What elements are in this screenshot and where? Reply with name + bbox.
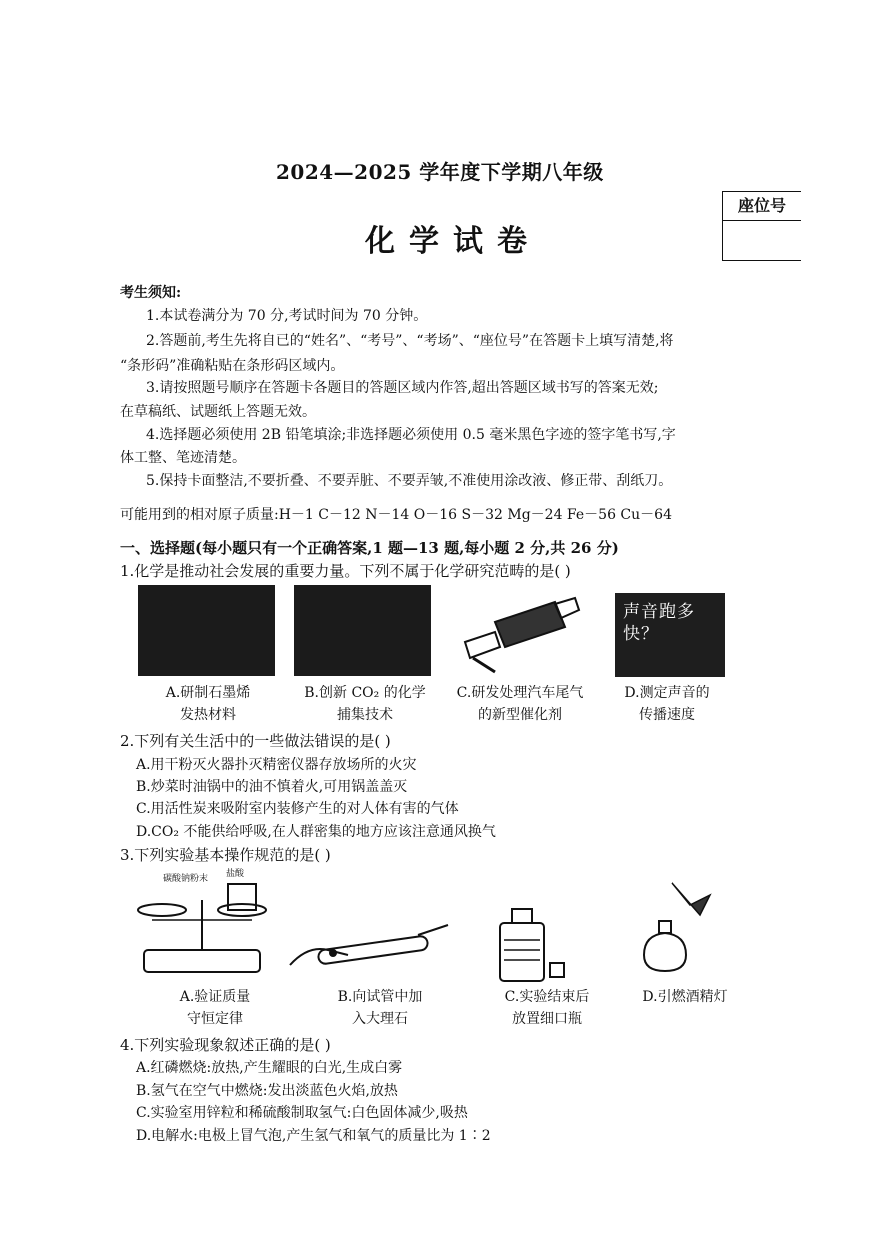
option-q4-d[interactable]: D.电解水:电极上冒气泡,产生氢气和氧气的质量比为 1∶2 xyxy=(136,1128,491,1144)
seat-number-box[interactable] xyxy=(722,191,801,261)
exam-header: 2024—2025 学年度下学期八年级 xyxy=(276,160,604,184)
option-q3-a[interactable] xyxy=(140,986,290,1030)
option-line: 发热材料 xyxy=(180,707,236,723)
notice-heading: 考生须知: xyxy=(120,285,182,301)
option-line: 放置细口瓶 xyxy=(512,1011,582,1027)
reagent-bottle-illustration xyxy=(492,905,572,985)
notice-line: 2.答题前,考生先将自已的“姓名”、“考号”、“考场”、“座位号”在答题卡上填写清楚,将 xyxy=(146,333,674,349)
catalytic-converter-illustration xyxy=(455,592,585,674)
option-line: B.向试管中加 xyxy=(337,989,423,1005)
option-line: A.验证质量 xyxy=(179,989,251,1005)
graphene-photo xyxy=(138,585,275,676)
question-3-stem: 3.下列实验基本操作规范的是( ) xyxy=(120,846,331,864)
option-q3-c[interactable] xyxy=(472,986,622,1030)
label-hydrochloric-acid: 盐酸 xyxy=(226,869,245,879)
option-q1-a[interactable] xyxy=(138,682,278,726)
option-line: A.研制石墨烯 xyxy=(165,685,251,701)
notice-line: 体工整、笔迹清楚。 xyxy=(120,450,246,466)
notice-line: 4.选择题必须使用 2B 铅笔填涂;非选择题必须使用 0.5 毫米黑色字迹的签字笔书写,字 xyxy=(146,427,676,443)
option-q2-d[interactable]: D.CO₂ 不能供给呼吸,在人群密集的地方应该注意通风换气 xyxy=(136,824,496,840)
option-line: D.测定声音的 xyxy=(624,685,710,701)
option-line: C.实验结束后 xyxy=(504,989,590,1005)
option-q3-d[interactable] xyxy=(620,986,750,1008)
atomic-masses: 可能用到的相对原子质量:H－1 C－12 N－14 O－16 S－32 Mg－24 Fe－56 Cu－64 xyxy=(120,507,672,523)
notice-line: 在草稿纸、试题纸上答题无效。 xyxy=(120,404,316,420)
sound-speed-caption: 声音跑多快？ xyxy=(623,602,695,644)
co2-capture-photo xyxy=(294,585,431,676)
option-q2-b[interactable]: B.炒菜时油锅中的油不慎着火,可用锅盖盖灭 xyxy=(136,779,408,795)
question-1-stem: 1.化学是推动社会发展的重要力量。下列不属于化学研究范畴的是( ) xyxy=(120,562,571,580)
alcohol-lamp-illustration xyxy=(630,875,730,985)
option-q4-b[interactable]: B.氢气在空气中燃烧:发出淡蓝色火焰,放热 xyxy=(136,1083,398,1099)
option-q1-b[interactable] xyxy=(290,682,440,726)
option-q2-a[interactable]: A.用干粉灭火器扑灭精密仪器存放场所的火灾 xyxy=(136,757,417,773)
question-2-stem: 2.下列有关生活中的一些做法错误的是( ) xyxy=(120,732,391,750)
option-line: 的新型催化剂 xyxy=(478,707,562,723)
option-line: B.创新 CO₂ 的化学 xyxy=(304,685,426,701)
notice-line: 1.本试卷满分为 70 分,考试时间为 70 分钟。 xyxy=(146,308,428,324)
seat-number-label: 座位号 xyxy=(723,192,801,221)
option-line: 入大理石 xyxy=(352,1011,408,1027)
section-heading: 一、选择题(每小题只有一个正确答案,1 题—13 题,每小题 2 分,共 26 分) xyxy=(120,539,619,557)
option-q1-d[interactable] xyxy=(612,682,722,726)
option-line: D.引燃酒精灯 xyxy=(642,989,728,1005)
option-line: 守恒定律 xyxy=(187,1011,243,1027)
test-tube-illustration xyxy=(288,915,458,975)
notice-line: 5.保持卡面整洁,不要折叠、不要弄脏、不要弄皱,不准使用涂改液、修正带、刮纸刀。 xyxy=(146,473,673,489)
sound-speed-photo xyxy=(615,593,725,677)
option-line: C.研发处理汽车尾气 xyxy=(456,685,584,701)
label-sodium-carbonate-powder: 碳酸钠粉末 xyxy=(163,874,209,884)
option-q2-c[interactable]: C.用活性炭来吸附室内装修产生的对人体有害的气体 xyxy=(136,801,459,817)
option-line: 传播速度 xyxy=(639,707,695,723)
question-4-stem: 4.下列实验现象叙述正确的是( ) xyxy=(120,1036,331,1054)
notice-line: “条形码”准确粘贴在条形码区域内。 xyxy=(120,358,345,374)
option-q3-b[interactable] xyxy=(305,986,455,1030)
option-q4-c[interactable]: C.实验室用锌粒和稀硫酸制取氢气:白色固体减少,吸热 xyxy=(136,1105,468,1121)
option-q4-a[interactable]: A.红磷燃烧:放热,产生耀眼的白光,生成白雾 xyxy=(136,1060,403,1076)
balance-scale-illustration xyxy=(132,880,272,980)
notice-line: 3.请按照题号顺序在答题卡各题目的答题区域内作答,超出答题区域书写的答案无效; xyxy=(146,380,659,396)
exam-subject-title: 化学试卷 xyxy=(365,224,541,259)
option-q1-c[interactable] xyxy=(440,682,600,726)
option-line: 捕集技术 xyxy=(337,707,393,723)
